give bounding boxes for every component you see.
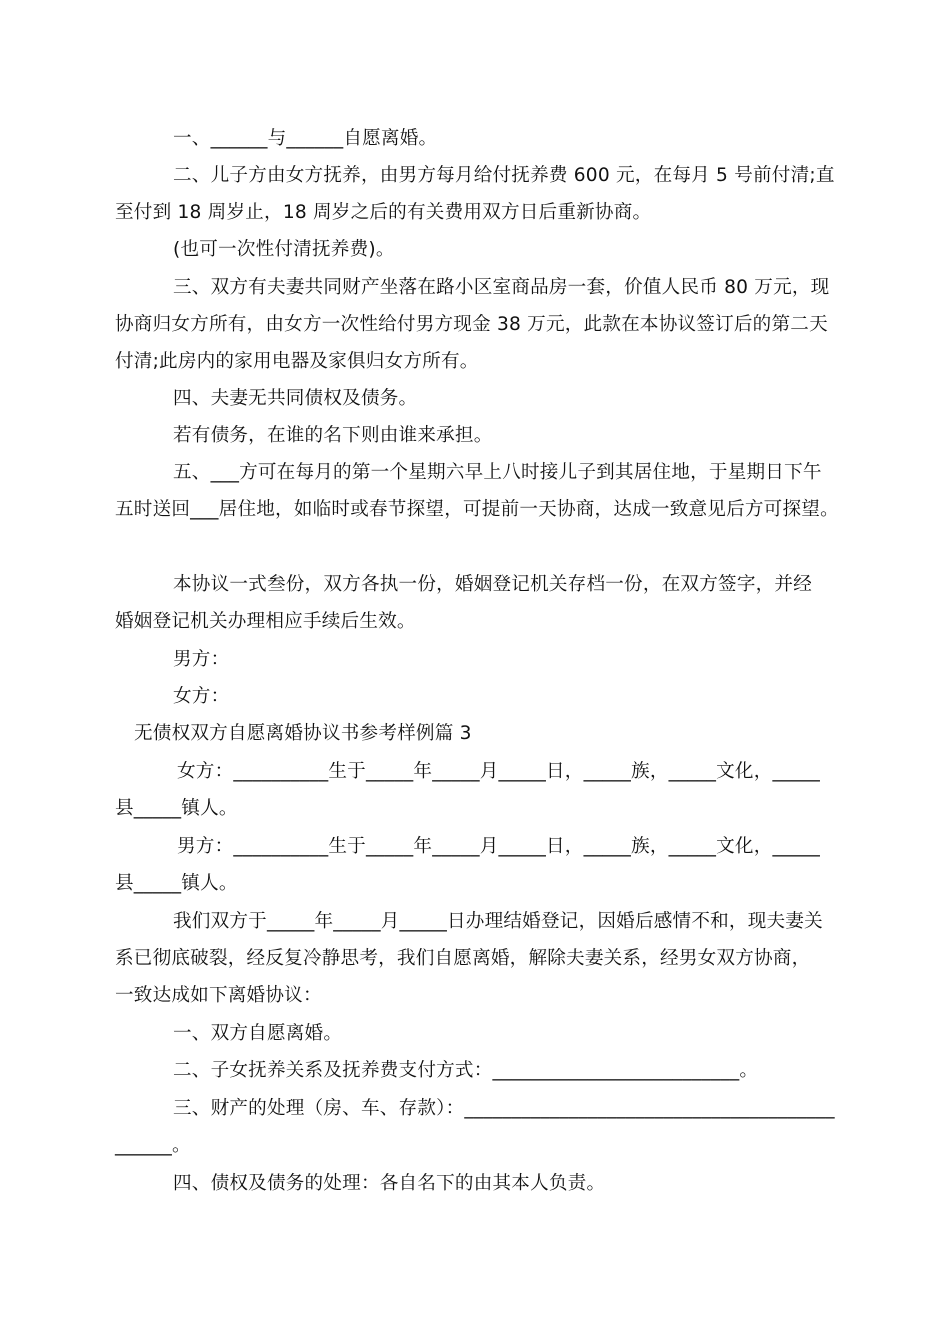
clause-3-line-1: 三、双方有夫妻共同财产坐落在路小区室商品房一套，价值人民币 80 万元，现 (173, 277, 830, 298)
effect-line-2: 婚姻登记机关办理相应手续后生效。 (115, 611, 416, 632)
signature-male: 男方： (173, 649, 230, 670)
clause-4-note: 若有债务，在谁的名下则由谁来承担。 (173, 425, 493, 446)
clause-5-line-1: 五、___方可在每月的第一个星期六早上八时接儿子到其居住地，于星期日下午 (173, 462, 822, 483)
clause-2-line-1: 二、儿子方由女方抚养，由男方每月给付抚养费 600 元，在每月 5 号前付清;直 (173, 165, 835, 186)
clause-3-line-2: 协商归女方所有，由女方一次性给付男方现金 38 万元，此款在本协议签订后的第二天 (115, 314, 828, 335)
intro-line-2: 系已彻底破裂，经反复冷静思考，我们自愿离婚，解除夫妻关系，经男女双方协商， (115, 948, 811, 969)
clause-5-line-2: 五时送回___居住地，如临时或春节探望，可提前一天协商，达成一致意见后方可探望。 (115, 499, 839, 520)
female-info-line-1: 女方：__________生于_____年_____月_____日，_____族，_____文化，_____ (177, 761, 820, 782)
effect-line-1: 本协议一式叁份，双方各执一份，婚姻登记机关存档一份，在双方签字，并经 (173, 574, 812, 595)
section-title: 无债权双方自愿离婚协议书参考样例篇 3 (134, 723, 472, 744)
agreement-item-4: 四、债权及债务的处理：各自名下的由其本人负责。 (173, 1173, 606, 1194)
male-info-line-2: 县_____镇人。 (115, 873, 238, 894)
agreement-item-3-line-1: 三、财产的处理（房、车、存款）：_______________________________________ (173, 1098, 835, 1119)
clause-3-line-3: 付清;此房内的家用电器及家俱归女方所有。 (115, 351, 479, 372)
signature-female: 女方： (173, 686, 230, 707)
clause-4-line: 四、夫妻无共同债权及债务。 (173, 388, 418, 409)
agreement-item-2: 二、子女抚养关系及抚养费支付方式：__________________________。 (173, 1060, 759, 1081)
clause-2-line-2: 至付到 18 周岁止，18 周岁之后的有关费用双方日后重新协商。 (115, 202, 652, 223)
female-info-line-2: 县_____镇人。 (115, 798, 238, 819)
agreement-item-1: 一、双方自愿离婚。 (173, 1023, 343, 1044)
intro-line-1: 我们双方于_____年_____月_____日办理结婚登记，因婚后感情不和，现夫妻关 (173, 911, 823, 932)
agreement-item-3-line-2: ______。 (115, 1135, 191, 1156)
intro-line-3: 一致达成如下离婚协议： (115, 985, 322, 1006)
male-info-line-1: 男方：__________生于_____年_____月_____日，_____族，_____文化，_____ (177, 836, 820, 857)
clause-2-note: (也可一次性付清抚养费)。 (173, 239, 395, 260)
clause-1-line: 一、______与______自愿离婚。 (173, 128, 438, 149)
